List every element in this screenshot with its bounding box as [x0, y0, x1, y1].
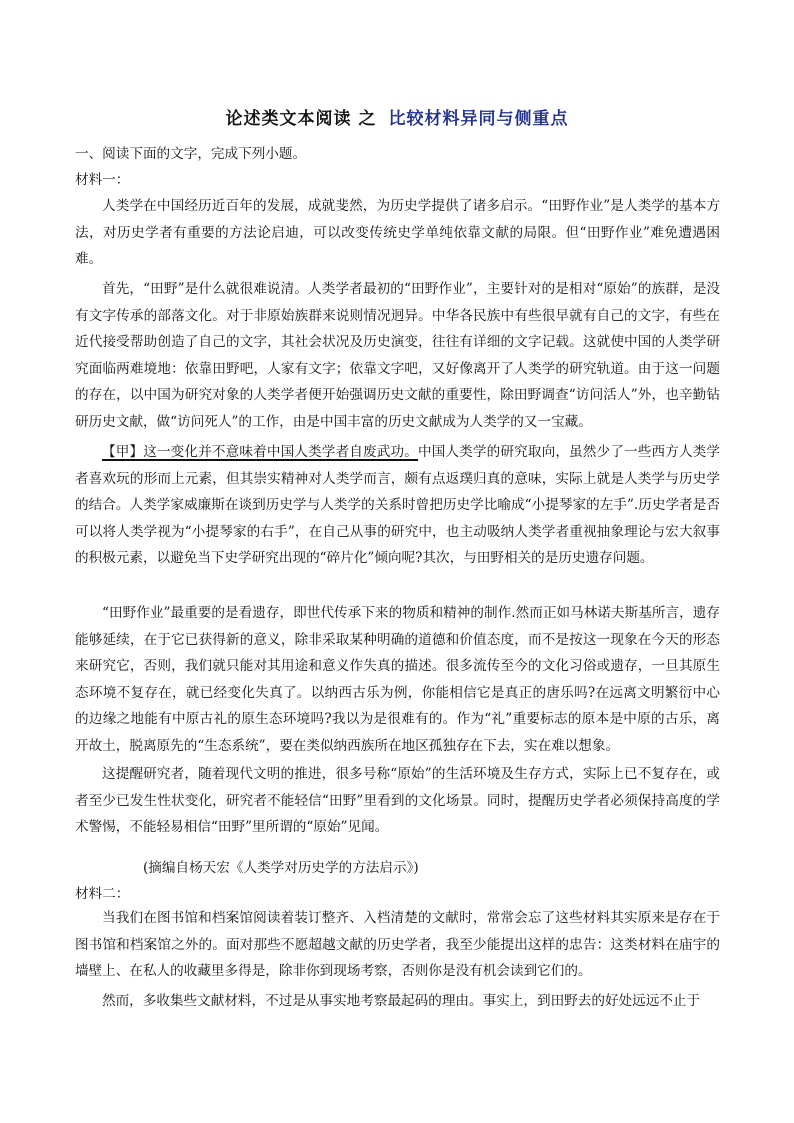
material2-paragraph-2: 然而，多收集些文献材料，不过是从事实地考察最起码的理由。事实上，到田野去的好处远远不止于	[102, 993, 701, 1009]
material1-label: 材料一：	[75, 172, 130, 188]
material2-label: 材料二：	[75, 886, 130, 902]
page-title	[0, 104, 794, 129]
jia-underlined-sentence: 【甲】这一变化并不意味着中国人类学者自废武功。	[102, 444, 418, 460]
title-main: 论述类文本阅读 之	[225, 109, 377, 129]
material1-paragraph-3-rest: 中国人类学的研究取向，虽然少了一些西方人类学者喜欢玩的形而上元素，但其崇实精神对人类学而言，颇有点返璞归真的意味，实际上就是人类学与历史学的结合。人类学家威廉斯在谈到历史学与人类学的关系时曾把历史学比喻成“小提琴家的左手”.历史学者是否可以将人类学视为“小提琴家的右手”，在自己从事的研究中，也主动吸纳人类学者重视抽象理论与宏大叙事的积极元素，以避免当下史学研究出现的“碎片化”倾向呢?其次，与田野相关的是历史遗存问题。	[75, 444, 721, 567]
material1-paragraph-1: 人类学在中国经历近百年的发展，成就斐然，为历史学提供了诸多启示。“田野作业”是人类学的基本方法，对历史学者有重要的方法论启迪，可以改变传统史学单纯依靠文献的局限。但“田野作业”难免遭遇困难。	[75, 198, 720, 268]
material1-source: (摘编自杨天宏《人类学对历史学的方法启示》)	[143, 860, 419, 876]
material1-paragraph-5: 这提醒研究者，随着现代文明的推进，很多号称“原始”的生活环境及生存方式，实际上已不复存在，或者至少已发生性状变化，研究者不能轻信“田野”里看到的文化场景。同时，提醒历史学者必须保持高度的学术警惕，不能轻易相信“田野”里所谓的“原始”见闻。	[75, 766, 720, 836]
title-sub: 比较材料异同与侧重点	[388, 109, 569, 129]
material2-paragraph-1: 当我们在图书馆和档案馆阅读着装订整齐、入档清楚的文献时，常常会忘了这些材料其实原来是存在于图书馆和档案馆之外的。面对那些不愿超越文献的历史学者，我至少能提出这样的忠告：这类材料在庙宇的墙壁上、在私人的收藏里多得是，除非你到现场考察，否则你是没有机会读到它们的。	[75, 910, 720, 980]
material1-paragraph-3	[75, 439, 720, 572]
material1-paragraph-4: “田野作业”最重要的是看遗存，即世代传承下来的物质和精神的制作.然而正如马林诺夫斯基所言，遗存能够延续，在于它已获得新的意义，除非采取某种明确的道德和价值态度，而不是按这一现象在今天的形态来研究它，否则，我们就只能对其用途和意义作失真的描述。很多流传至今的文化习俗或遗存，一旦其原生态环境不复存在，就已经变化失真了。以纳西古乐为例，你能相信它是真正的唐乐吗?在远离文明繁衍中心的边缘之地能有中原古礼的原生态环境吗?我以为是很难有的。作为“礼”重要标志的原本是中原的古乐，离开故土，脱离原先的“生态系统”，要在类似纳西族所在地区孤独存在下去，实在难以想象。	[75, 605, 720, 754]
instruction-text: 一、阅读下面的文字，完成下列小题。	[75, 146, 307, 162]
material1-paragraph-2: 首先，“田野”是什么就很难说清。人类学者最初的“田野作业”，主要针对的是相对“原始”的族群，是没有文字传承的部落文化。对于非原始族群来说则情况迥异。中华各民族中有些很早就有自己的文字，有些在近代接受帮助创造了自己的文字，其社会状况及历史演变，往往有详细的文字记载。这就使中国的人类学研究面临两难境地：依靠田野吧，人家有文字；依靠文字吧，又好像离开了人类学的研究轨道。由于这一问题的存在，以中国为研究对象的人类学者便开始强调历史文献的重要性，除田野调查“访问活人”外，也辛勤钻研历史文献，做“访问死人”的工作，由是中国丰富的历史文献成为人类学的又一宝藏。	[75, 281, 720, 430]
